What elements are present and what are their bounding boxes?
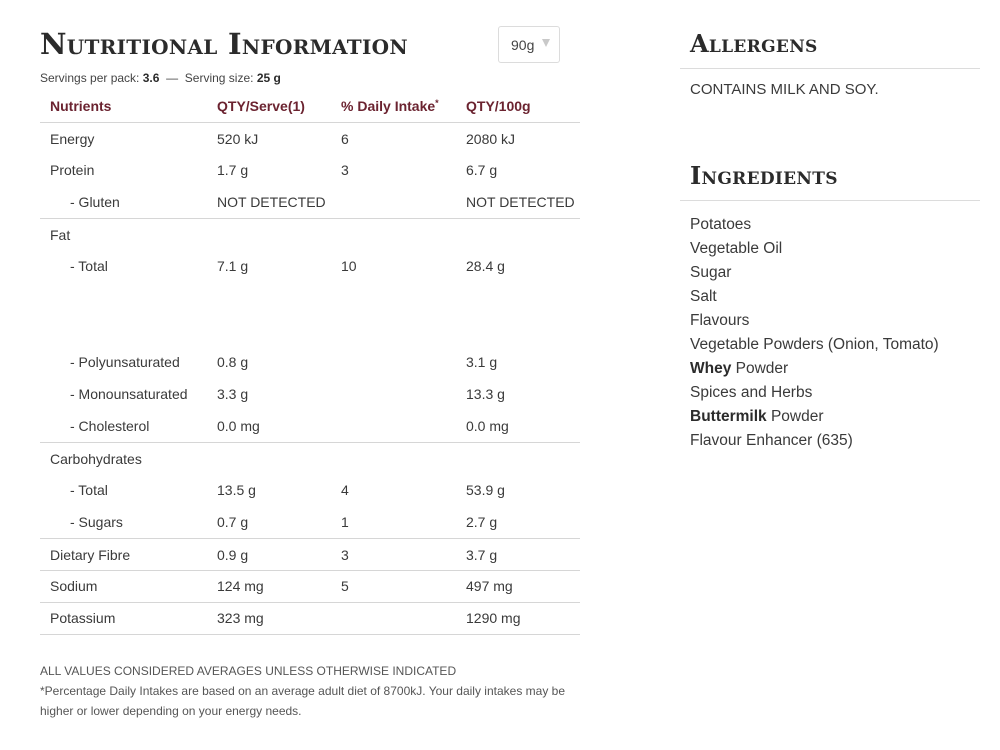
list-item: Sugar	[690, 264, 732, 281]
pack-size-value: 90g	[511, 36, 535, 53]
qty-100g: 6.7 g	[466, 162, 498, 178]
daily-intake	[341, 410, 466, 442]
table-row	[40, 346, 580, 378]
qty-serve: 323 mg	[217, 602, 341, 634]
ingredient-list	[680, 213, 980, 453]
list-item: Salt	[690, 288, 717, 305]
nutrient-name: Sodium	[40, 570, 217, 602]
nutrient-name: Potassium	[40, 602, 217, 634]
table-row	[40, 442, 580, 474]
table-row	[40, 474, 580, 506]
list-item: Vegetable Oil	[690, 240, 783, 257]
qty-100g: 3.1 g	[466, 354, 498, 370]
qty-serve: 124 mg	[217, 570, 341, 602]
daily-intake: 3	[341, 538, 466, 570]
nutrient-name: Protein	[50, 162, 95, 178]
servings-dash: —	[166, 71, 179, 85]
table-row	[40, 250, 580, 282]
table-row	[40, 506, 580, 538]
list-item-rest: Powder	[766, 408, 824, 425]
nutrient-name: - Gluten	[40, 186, 217, 218]
qty-serve: 0.9 g	[217, 538, 341, 570]
nutrient-name: - Polyunsaturated	[70, 354, 180, 370]
qty-100g: 28.4 g	[466, 258, 505, 274]
serving-size-label: Serving size:	[184, 71, 254, 85]
daily-intake: 5	[341, 570, 466, 602]
qty-serve: 0.8 g	[217, 354, 249, 370]
list-item: Potatoes	[690, 216, 752, 233]
qty-serve: 3.3 g	[217, 386, 249, 402]
nutrient-name: - Sugars	[40, 506, 217, 538]
ingredients-section	[680, 160, 980, 453]
footnote-daily-intake: *Percentage Daily Intakes are based on an average adult diet of 8700kJ. Your daily intakes may be higher or lower depending on your energy needs.	[40, 684, 566, 718]
qty-100g: 2.7 g	[466, 506, 580, 538]
header-qty-serve: QTY/Serve(1)	[217, 90, 341, 122]
table-row	[40, 186, 580, 218]
daily-intake	[341, 346, 466, 378]
servings-value: 3.6	[142, 71, 160, 85]
allergen-statement: CONTAINS MILK AND SOY.	[690, 81, 879, 98]
chevron-down-icon	[542, 39, 550, 47]
qty-100g: 2080 kJ	[466, 131, 516, 148]
ingredients-title: Ingredients	[690, 161, 838, 190]
daily-intake: 6	[341, 131, 349, 148]
daily-intake	[341, 602, 466, 634]
qty-serve: 13.5 g	[217, 482, 256, 498]
nutrient-name: Energy	[50, 131, 95, 148]
qty-100g: 3.7 g	[466, 538, 580, 570]
list-item-rest: Powder	[731, 360, 789, 377]
list-item: Spices and Herbs	[690, 384, 813, 401]
daily-intake	[341, 378, 466, 410]
qty-serve: 0.0 mg	[217, 410, 341, 442]
serving-size-value: 25 g	[256, 71, 281, 85]
table-row	[40, 602, 580, 634]
qty-serve: 0.7 g	[217, 506, 341, 538]
qty-serve: 1.7 g	[217, 162, 249, 178]
nutrient-name: - Monounsaturated	[70, 386, 188, 402]
qty-100g: NOT DETECTED	[466, 186, 580, 218]
nutrient-name: Carbohydrates	[50, 451, 142, 468]
table-row	[40, 570, 580, 602]
daily-intake: 4	[341, 482, 349, 498]
pack-size-select[interactable]	[498, 26, 560, 63]
table-row	[40, 122, 580, 154]
allergen-highlight: Whey	[690, 360, 732, 377]
nutrition-table	[40, 90, 580, 635]
qty-100g: 13.3 g	[466, 386, 505, 402]
list-item	[690, 357, 980, 381]
nutrition-title: Nutritional Information	[40, 27, 408, 61]
footnote-averages: ALL VALUES CONSIDERED AVERAGES UNLESS OTHERWISE INDICATED	[40, 664, 457, 678]
qty-serve: NOT DETECTED	[217, 186, 341, 218]
header-daily-intake	[341, 90, 466, 122]
qty-serve: 520 kJ	[217, 131, 259, 148]
nutrient-name: Fat	[50, 227, 71, 244]
asterisk-mark: *	[435, 97, 439, 108]
nutrient-name: - Cholesterol	[40, 410, 217, 442]
header-qty-100g: QTY/100g	[466, 90, 580, 122]
nutrient-name: - Total	[70, 482, 108, 498]
table-row	[40, 410, 580, 442]
allergens-title: Allergens	[690, 29, 818, 58]
table-row	[40, 538, 580, 570]
divider	[680, 68, 980, 69]
qty-serve: 7.1 g	[217, 258, 249, 274]
divider	[680, 200, 980, 201]
nutrient-name: Dietary Fibre	[40, 538, 217, 570]
list-item: Vegetable Powders (Onion, Tomato)	[690, 336, 939, 353]
list-item	[690, 405, 980, 429]
servings-info	[40, 71, 281, 85]
qty-100g: 53.9 g	[466, 482, 505, 498]
daily-intake: 1	[341, 506, 466, 538]
list-item: Flavour Enhancer (635)	[690, 432, 853, 449]
nutrient-name: - Total	[70, 258, 108, 274]
qty-100g: 1290 mg	[466, 602, 580, 634]
table-spacer-row	[40, 282, 580, 346]
allergens-section	[680, 28, 980, 98]
qty-100g: 497 mg	[466, 570, 580, 602]
qty-100g: 0.0 mg	[466, 410, 580, 442]
allergen-highlight: Buttermilk	[690, 408, 767, 425]
footnotes	[40, 661, 580, 721]
header-nutrients: Nutrients	[40, 90, 217, 122]
header-daily-intake-label: % Daily Intake	[341, 97, 436, 114]
daily-intake	[341, 186, 466, 218]
table-header-row	[40, 90, 580, 122]
table-row	[40, 218, 580, 250]
table-row	[40, 378, 580, 410]
servings-label: Servings per pack:	[40, 71, 140, 85]
daily-intake: 3	[341, 162, 349, 178]
table-row	[40, 154, 580, 186]
list-item: Flavours	[690, 312, 750, 329]
daily-intake: 10	[341, 258, 357, 274]
